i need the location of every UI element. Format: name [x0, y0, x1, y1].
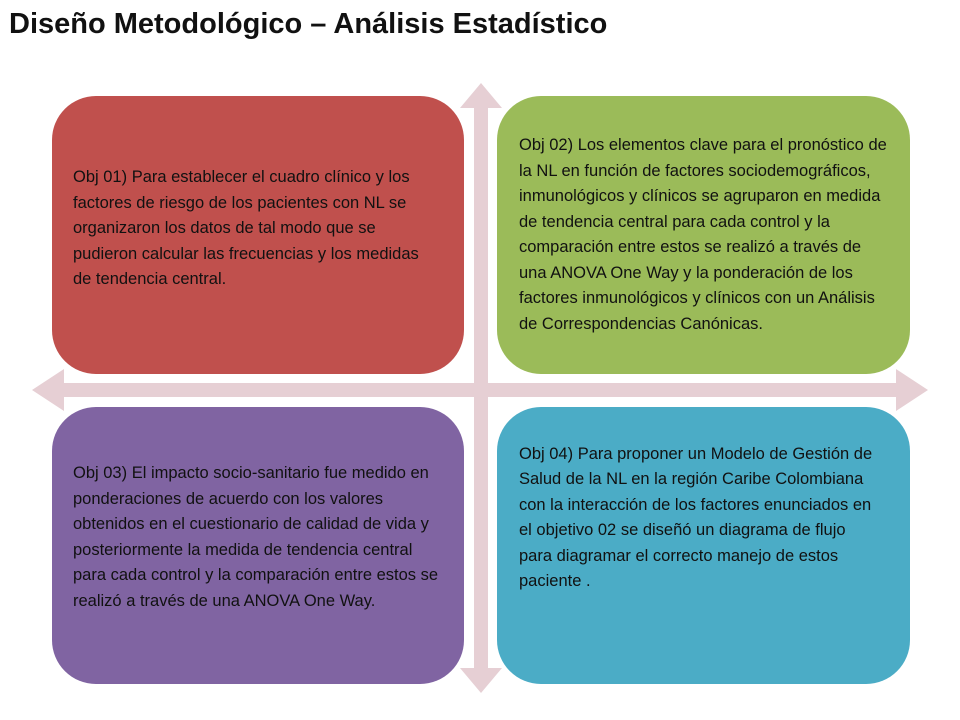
objective-text-3: Obj 03) El impacto socio-sanitario fue medido en ponderaciones de acuerdo con los valores obtenidos en el cuestionario de calidad de vida y posteriormente la medida de tendencia central para cada control y la comparación entre estos se realizó a través de una ANOVA One Way. — [73, 464, 439, 610]
objective-box-1 — [52, 96, 464, 374]
objective-text-1: Obj 01) Para establecer el cuadro clínico y los factores de riesgo de los pacientes con NL se organizaron los datos de tal modo que se pudieron calcular las frecuencias y los medidas de tendencia central. — [73, 168, 419, 289]
objective-box-4 — [497, 407, 910, 684]
page-title: Diseño Metodológico – Análisis Estadístico — [9, 8, 608, 40]
objective-text-2: Obj 02) Los elementos clave para el pronóstico de la NL en función de factores sociodemográficos, inmunológicos y clínicos se agruparon en medida de tendencia central para cada control y la comparación entre estos se realizó a través de una ANOVA One Way y la ponderación de los factores inmunológicos y clínicos con un Análisis de Correspondencias Canónicas. — [519, 136, 887, 333]
objective-box-3 — [52, 407, 464, 684]
objective-box-2 — [497, 96, 910, 374]
objective-text-4: Obj 04) Para proponer un Modelo de Gestión de Salud de la NL en la región Caribe Colombiana con la interacción de los factores enunciados en el objetivo 02 se diseñó un diagrama de flujo para diagramar el correcto manejo de estos paciente . — [519, 444, 873, 590]
